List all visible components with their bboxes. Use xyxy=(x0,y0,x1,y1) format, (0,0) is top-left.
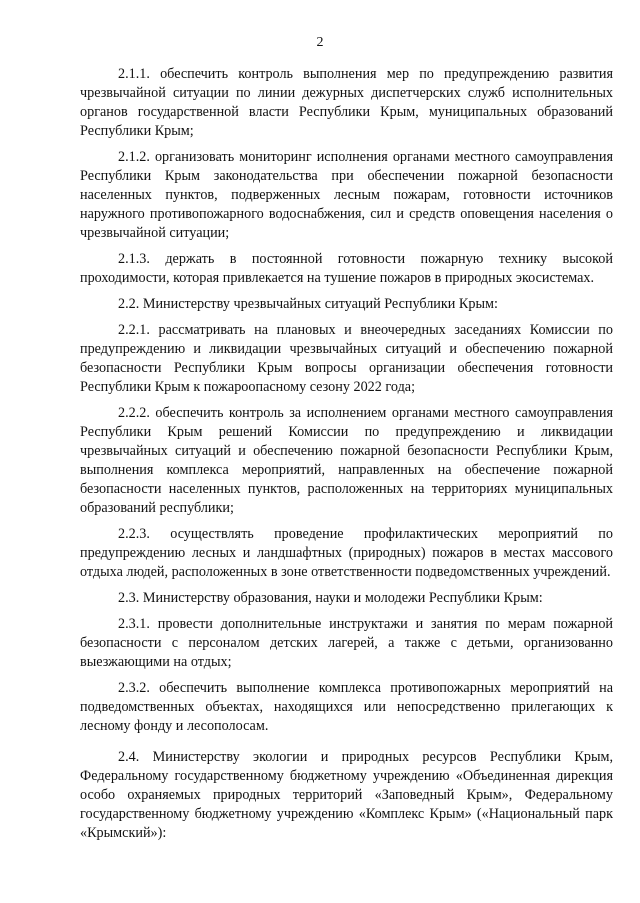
paragraph-2-1-3: 2.1.3. держать в постоянной готовности пожарную технику высокой проходимости, которая привлекается на тушение пожаров в природных экосистемах. xyxy=(80,251,613,286)
paragraph-2-1-1: 2.1.1. обеспечить контроль выполнения мер по предупреждению развития чрезвычайной ситуации по линии дежурных диспетчерских служб исполнительных органов государственной власти Республики Крым, муниципальных образований Республики Крым; xyxy=(80,66,613,139)
paragraph-2-2-3: 2.2.3. осуществлять проведение профилактических мероприятий по предупреждению лесных и ландшафтных (природных) пожаров в местах массового отдыха людей, расположенных в зоне ответственности подведомственных учреждений. xyxy=(80,526,613,580)
page-number: 2 xyxy=(316,35,324,50)
paragraph-2-3-2: 2.3.2. обеспечить выполнение комплекса противопожарных мероприятий на подведомственных объектах, находящихся или непосредственно прилегающих к лесному фонду и лесополосам. xyxy=(80,680,613,734)
paragraph-2-2-2: 2.2.2. обеспечить контроль за исполнением органами местного самоуправления Республики Крым решений Комиссии по предупреждению и ликвидации чрезвычайных ситуаций и обеспечению пожарной безопасности Республики Крым, выполнения комплекса мероприятий, направленных на обеспечение пожарной безопасности населенных пунктов, расположенных на территориях муниципальных образований республики; xyxy=(80,405,613,516)
paragraph-2-3-1: 2.3.1. провести дополнительные инструктажи и занятия по мерам пожарной безопасности с персоналом детских лагерей, а также с детьми, организованно выезжающими на отдых; xyxy=(80,616,613,670)
paragraph-2-2: 2.2. Министерству чрезвычайных ситуаций Республики Крым: xyxy=(118,296,498,312)
paragraph-2-2-1: 2.2.1. рассматривать на плановых и внеочередных заседаниях Комиссии по предупреждению и ликвидации чрезвычайных ситуаций и обеспечению пожарной безопасности Республики Крым вопросы организации обеспечения готовности Республики Крым к пожароопасному сезону 2022 года; xyxy=(80,322,613,395)
paragraph-2-1-2: 2.1.2. организовать мониторинг исполнения органами местного самоуправления Республики Крым законодательства при обеспечении пожарной безопасности населенных пунктов, подверженных лесным пожарам, готовности источников наружного противопожарного водоснабжения, сил и средств оповещения населения о чрезвычайной ситуации; xyxy=(80,149,613,241)
paragraph-2-4: 2.4. Министерству экологии и природных ресурсов Республики Крым, Федеральному государственному бюджетному учреждению «Объединенная дирекция особо охраняемых природных территорий «Заповедный Крым», Федеральному государственному бюджетному учреждению «Комплекс Крым» («Национальный парк «Крымский»): xyxy=(80,749,613,841)
document-body xyxy=(80,65,613,850)
paragraph-2-3: 2.3. Министерству образования, науки и молодежи Республики Крым: xyxy=(118,590,543,606)
